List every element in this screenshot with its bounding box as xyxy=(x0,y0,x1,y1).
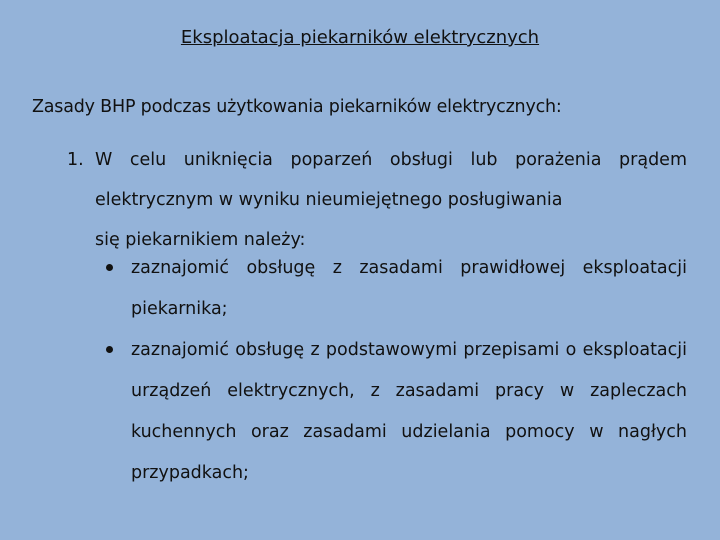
bullet-line: urządzeń elektrycznych, z zasadami pracy w zapleczach xyxy=(131,381,687,401)
bullet-icon xyxy=(106,346,113,353)
item-line: elektrycznym w wyniku nieumiejętnego posługiwania xyxy=(95,190,563,210)
bullet-line: kuchennych oraz zasadami udzielania pomocy w nagłych xyxy=(131,422,687,442)
bullet-line: zaznajomić obsługę z zasadami prawidłowej eksploatacji xyxy=(131,258,687,278)
item-line: się piekarnikiem należy: xyxy=(95,230,306,250)
section-heading: Zasady BHP podczas użytkowania piekarników elektrycznych: xyxy=(32,97,562,117)
item-number: 1. xyxy=(67,150,84,170)
numbered-item-1 xyxy=(67,140,687,260)
item-line: W celu uniknięcia poparzeń obsługi lub porażenia prądem xyxy=(95,150,687,170)
bullet-icon xyxy=(106,264,113,271)
bullet-list xyxy=(104,248,687,494)
bullet-line: przypadkach; xyxy=(131,463,249,483)
bullet-item xyxy=(104,330,687,494)
item-body xyxy=(95,140,687,260)
bullet-line: piekarnika; xyxy=(131,299,228,319)
bullet-item xyxy=(104,248,687,330)
slide-title: Eksploatacja piekarników elektrycznych xyxy=(180,27,540,48)
bullet-line: zaznajomić obsługę z podstawowymi przepisami o eksploatacji xyxy=(131,340,687,360)
